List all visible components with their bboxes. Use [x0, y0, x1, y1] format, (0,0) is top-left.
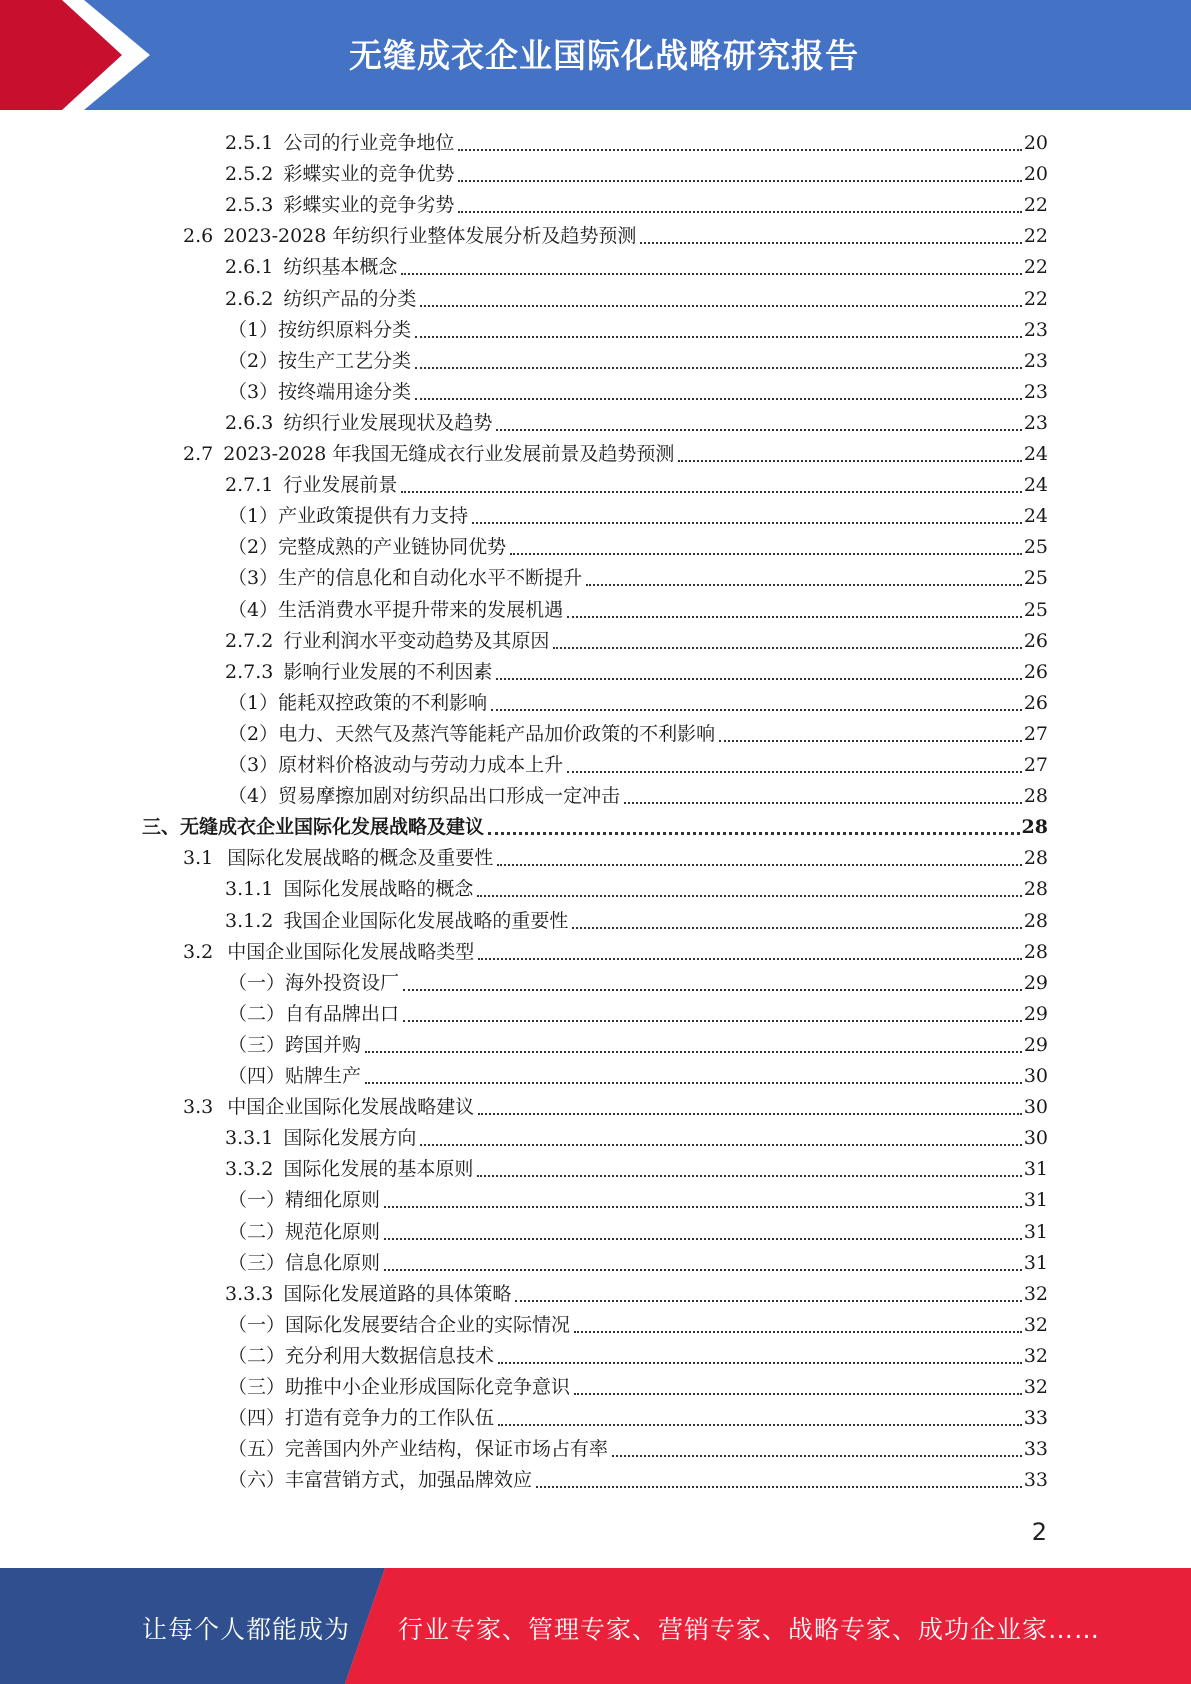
toc-leader-dots — [401, 272, 1021, 275]
toc-entry-page: 29 — [1023, 971, 1048, 994]
toc-leader-dots — [574, 1392, 1022, 1395]
toc-leader-dots — [365, 1081, 1022, 1084]
footer-slogan-left: 让每个人都能成为 — [142, 1615, 351, 1644]
toc-entry[interactable] — [225, 1123, 1048, 1154]
toc-leader-dots — [401, 490, 1021, 493]
toc-leader-dots — [420, 304, 1021, 307]
toc-leader-dots — [567, 615, 1022, 618]
toc-entry-number: 2.5.2 — [225, 163, 274, 186]
toc-entry[interactable] — [228, 719, 1048, 750]
toc-entry-page: 23 — [1023, 349, 1048, 372]
toc-entry-label: （2）按生产工艺分类 — [228, 349, 412, 372]
toc-entry-page: 33 — [1023, 1438, 1048, 1461]
toc-entry[interactable] — [228, 1465, 1048, 1496]
toc-entry[interactable] — [228, 346, 1048, 377]
toc-entry[interactable] — [228, 563, 1048, 594]
toc-entry[interactable] — [225, 657, 1048, 688]
toc-entry-label: 我国企业国际化发展战略的重要性 — [283, 909, 569, 932]
toc-entry[interactable] — [183, 937, 1048, 968]
toc-leader-dots — [497, 863, 1022, 866]
toc-entry[interactable] — [225, 470, 1048, 501]
toc-entry-label: （3）按终端用途分类 — [228, 380, 412, 403]
toc-entry-number: 2.7.2 — [225, 629, 274, 652]
toc-leader-dots — [515, 1299, 1021, 1302]
toc-entry-page: 26 — [1023, 629, 1048, 652]
toc-entry-number: 3.3.1 — [225, 1127, 274, 1150]
toc-entry-label: 纺织产品的分类 — [283, 287, 417, 310]
toc-entry-label: （三）跨国并购 — [228, 1033, 362, 1056]
toc-entry-page: 24 — [1023, 474, 1048, 497]
toc-entry-label: （2）电力、天然气及蒸汽等能耗产品加价政策的不利影响 — [228, 722, 716, 745]
toc-entry-page: 27 — [1023, 754, 1048, 776]
toc-leader-dots — [640, 241, 1021, 244]
toc-entry-page: 28 — [1023, 785, 1048, 808]
toc-entry-label: （3）生产的信息化和自动化水平不断提升 — [228, 567, 583, 590]
toc-leader-dots — [403, 1019, 1022, 1022]
toc-leader-dots — [586, 583, 1022, 586]
toc-entry-page: 32 — [1023, 1313, 1048, 1336]
toc-leader-dots — [498, 1423, 1022, 1426]
toc-entry[interactable] — [225, 190, 1048, 221]
toc-entry-label: （四）打造有竞争力的工作队伍 — [228, 1407, 495, 1430]
toc-entry-label: （4）生活消费水平提升带来的发展机遇 — [228, 598, 564, 621]
toc-entry-page: 30 — [1023, 1065, 1048, 1087]
toc-entry-number: 3.2 — [183, 940, 214, 963]
toc-entry-page: 32 — [1023, 1282, 1048, 1305]
toc-entry-label: 中国企业国际化发展战略建议 — [227, 1096, 475, 1119]
toc-entry-page: 31 — [1023, 1251, 1048, 1274]
toc-entry-label: 国际化发展战略的概念及重要性 — [227, 847, 494, 870]
toc-entry-label: （3）原材料价格波动与劳动力成本上升 — [228, 754, 564, 776]
toc-entry-label: 2023-2028 年纺织行业整体发展分析及趋势预测 — [223, 225, 637, 248]
toc-leader-dots — [491, 708, 1022, 711]
toc-entry-label: 纺织基本概念 — [283, 256, 398, 279]
toc-leader-dots — [477, 1174, 1021, 1177]
toc-entry[interactable] — [228, 1217, 1048, 1248]
toc-entry-page: 24 — [1023, 443, 1048, 465]
toc-leader-dots — [574, 1330, 1022, 1333]
toc-entry-number: 3.1.1 — [225, 878, 274, 901]
toc-entry-page: 30 — [1023, 1096, 1048, 1119]
toc-entry-label: 2023-2028 年我国无缝成衣行业发展前景及趋势预测 — [223, 443, 675, 465]
toc-entry-number: 2.7.1 — [225, 474, 274, 497]
toc-entry[interactable] — [228, 1372, 1048, 1403]
toc-entry-number: 3.3.2 — [225, 1158, 274, 1181]
toc-entry-page: 22 — [1023, 225, 1048, 248]
toc-leader-dots — [384, 1205, 1022, 1208]
toc-entry-label: 国际化发展方向 — [283, 1127, 417, 1150]
toc-entry-page: 22 — [1023, 287, 1048, 310]
toc-entry[interactable] — [225, 252, 1048, 283]
toc-entry-label: 行业发展前景 — [283, 474, 398, 497]
toc-entry-number: 3.1 — [183, 847, 214, 870]
toc-entry-page: 23 — [1023, 318, 1048, 341]
toc-entry[interactable] — [183, 439, 1048, 470]
toc-leader-dots — [458, 148, 1021, 151]
toc-entry[interactable] — [228, 1061, 1048, 1092]
toc-leader-dots — [624, 801, 1022, 804]
toc-entry[interactable] — [228, 1185, 1048, 1216]
toc-entry-label: （二）充分利用大数据信息技术 — [228, 1344, 495, 1367]
toc-leader-dots — [496, 677, 1021, 680]
footer-slogan-right: 行业专家、管理专家、营销专家、战略专家、成功企业家…… — [398, 1615, 1101, 1644]
toc-entry-page: 25 — [1023, 567, 1048, 590]
toc-entry-label: 纺织行业发展现状及趋势 — [283, 411, 493, 434]
toc-entry-label: （三）助推中小企业形成国际化竞争意识 — [228, 1376, 571, 1398]
toc-entry-label: （一）精细化原则 — [228, 1189, 381, 1212]
report-title: 无缝成衣企业国际化战略研究报告 — [349, 36, 859, 75]
toc-entry-page: 33 — [1023, 1469, 1048, 1492]
toc-leader-dots — [678, 459, 1021, 462]
toc-leader-dots — [553, 646, 1021, 649]
toc-entry[interactable] — [225, 159, 1048, 190]
toc-entry-number: 2.6 — [183, 225, 214, 248]
toc-entry-page: 27 — [1023, 722, 1048, 745]
toc-entry[interactable] — [228, 999, 1048, 1030]
toc-entry-label: （2）完整成熟的产业链协同优势 — [228, 536, 507, 559]
toc-leader-dots — [612, 1454, 1022, 1457]
toc-entry-page: 22 — [1023, 256, 1048, 279]
toc-entry[interactable] — [228, 1434, 1048, 1465]
toc-entry-number: 3.3.3 — [225, 1282, 274, 1305]
toc-entry-number: 2.5.1 — [225, 132, 274, 154]
toc-leader-dots — [488, 831, 1020, 835]
toc-entry-page: 28 — [1021, 816, 1048, 839]
toc-entry-label: 行业利润水平变动趋势及其原因 — [283, 629, 550, 652]
toc-entry-page: 33 — [1023, 1407, 1048, 1430]
toc-entry-label: （二）规范化原则 — [228, 1220, 381, 1243]
toc-leader-dots — [572, 926, 1021, 929]
toc-entry-label: （1）按纺织原料分类 — [228, 318, 412, 341]
toc-entry-page: 30 — [1023, 1127, 1048, 1150]
toc-entry[interactable] — [228, 532, 1048, 563]
toc-entry-page: 24 — [1023, 505, 1048, 528]
toc-leader-dots — [384, 1237, 1022, 1240]
toc-entry-label: （4）贸易摩擦加剧对纺织品出口形成一定冲击 — [228, 785, 621, 808]
toc-entry-label: 彩蝶实业的竞争劣势 — [283, 194, 455, 217]
page-number: 2 — [1031, 1518, 1047, 1546]
toc-entry[interactable] — [142, 812, 1048, 843]
toc-entry-number: 2.7.3 — [225, 660, 274, 683]
toc-entry-page: 25 — [1023, 598, 1048, 621]
toc-entry-label: （三）信息化原则 — [228, 1251, 381, 1274]
toc-entry[interactable] — [225, 284, 1048, 315]
toc-entry-label: 国际化发展战略的概念 — [283, 878, 474, 901]
toc-entry-page: 28 — [1023, 878, 1048, 901]
toc-entry-label: （一）国际化发展要结合企业的实际情况 — [228, 1313, 571, 1336]
toc-entry-label: 国际化发展道路的具体策略 — [283, 1282, 512, 1305]
toc-entry-page: 29 — [1023, 1002, 1048, 1025]
toc-entry[interactable] — [228, 781, 1048, 812]
toc-entry-page: 28 — [1023, 940, 1048, 963]
toc-entry[interactable] — [228, 1341, 1048, 1372]
toc-leader-dots — [567, 770, 1022, 773]
toc-entry-page: 31 — [1023, 1158, 1048, 1181]
toc-leader-dots — [498, 1361, 1022, 1364]
toc-leader-dots — [458, 179, 1021, 182]
toc-entry-page: 23 — [1023, 380, 1048, 403]
toc-leader-dots — [365, 1050, 1022, 1053]
toc-entry[interactable] — [183, 843, 1048, 874]
toc-entry-label: 三、无缝成衣企业国际化发展战略及建议 — [142, 816, 485, 839]
toc-leader-dots — [510, 552, 1022, 555]
toc-leader-dots — [472, 521, 1022, 524]
toc-leader-dots — [403, 988, 1022, 991]
toc-entry-number: 2.6.2 — [225, 287, 274, 310]
toc-leader-dots — [415, 366, 1022, 369]
toc-entry[interactable] — [225, 1154, 1048, 1185]
toc-entry-page: 25 — [1023, 536, 1048, 559]
toc-entry-number: 2.7 — [183, 443, 214, 465]
toc-entry-number: 2.6.3 — [225, 411, 274, 434]
toc-entry-label: （一）海外投资设厂 — [228, 971, 400, 994]
toc-entry[interactable] — [228, 501, 1048, 532]
toc-leader-dots — [420, 1143, 1021, 1146]
toc-entry-page: 23 — [1023, 411, 1048, 434]
toc-entry-label: 彩蝶实业的竞争优势 — [283, 163, 455, 186]
toc-leader-dots — [536, 1485, 1022, 1488]
toc-entry[interactable] — [225, 906, 1048, 937]
toc-entry[interactable] — [228, 750, 1048, 781]
toc-entry-page: 26 — [1023, 691, 1048, 714]
toc-entry-number: 3.1.2 — [225, 909, 274, 932]
toc-entry-number: 2.5.3 — [225, 194, 274, 217]
toc-entry-page: 26 — [1023, 660, 1048, 683]
toc-leader-dots — [384, 1268, 1022, 1271]
toc-entry-page: 28 — [1023, 909, 1048, 932]
toc-entry-label: 影响行业发展的不利因素 — [283, 660, 493, 683]
toc-entry[interactable] — [225, 408, 1048, 439]
toc-entry[interactable] — [228, 377, 1048, 408]
toc-entry-page: 20 — [1023, 132, 1048, 154]
toc-leader-dots — [719, 739, 1022, 742]
toc-leader-dots — [478, 1112, 1022, 1115]
toc-entry-label: （1）能耗双控政策的不利影响 — [228, 691, 488, 714]
toc-entry-page: 31 — [1023, 1220, 1048, 1243]
toc-entry-label: 国际化发展的基本原则 — [283, 1158, 474, 1181]
toc-entry[interactable] — [228, 315, 1048, 346]
header-band — [0, 0, 1191, 110]
toc-entry[interactable] — [228, 1030, 1048, 1061]
toc-entry-label: 公司的行业竞争地位 — [283, 132, 455, 154]
toc-leader-dots — [415, 335, 1022, 338]
toc-entry-page: 29 — [1023, 1033, 1048, 1056]
toc-entry-label: （1）产业政策提供有力支持 — [228, 505, 469, 528]
toc-entry-number: 3.3 — [183, 1096, 214, 1119]
toc-entry[interactable] — [225, 626, 1048, 657]
footer-band — [0, 1568, 1191, 1684]
toc-entry-label: （二）自有品牌出口 — [228, 1002, 400, 1025]
toc-entry[interactable] — [225, 874, 1048, 905]
toc-leader-dots — [458, 210, 1021, 213]
toc-entry-label: （六）丰富营销方式，加强品牌效应 — [228, 1469, 533, 1492]
toc-entry-page: 20 — [1023, 163, 1048, 186]
toc-entry[interactable] — [228, 1310, 1048, 1341]
toc-entry-label: （五）完善国内外产业结构，保证市场占有率 — [228, 1438, 609, 1461]
toc-leader-dots — [415, 397, 1022, 400]
toc-entry-page: 22 — [1023, 194, 1048, 217]
toc-entry-label: 中国企业国际化发展战略类型 — [227, 940, 475, 963]
toc-entry-page: 31 — [1023, 1189, 1048, 1212]
toc-leader-dots — [477, 894, 1021, 897]
toc-leader-dots — [496, 428, 1021, 431]
toc-entry-label: （四）贴牌生产 — [228, 1065, 362, 1087]
toc-entry-page: 32 — [1023, 1344, 1048, 1367]
toc-entry[interactable] — [183, 221, 1048, 252]
toc-leader-dots — [478, 957, 1022, 960]
toc-entry[interactable] — [225, 128, 1048, 159]
toc-entry[interactable] — [228, 595, 1048, 626]
toc-entry-page: 28 — [1023, 847, 1048, 870]
toc-entry-number: 2.6.1 — [225, 256, 274, 279]
toc-entry[interactable] — [225, 1279, 1048, 1310]
toc-entry[interactable] — [228, 688, 1048, 719]
toc-entry[interactable] — [228, 1403, 1048, 1434]
toc-entry-page: 32 — [1023, 1376, 1048, 1398]
toc-entry[interactable] — [228, 968, 1048, 999]
toc-entry[interactable] — [183, 1092, 1048, 1123]
toc-entry[interactable] — [228, 1248, 1048, 1279]
